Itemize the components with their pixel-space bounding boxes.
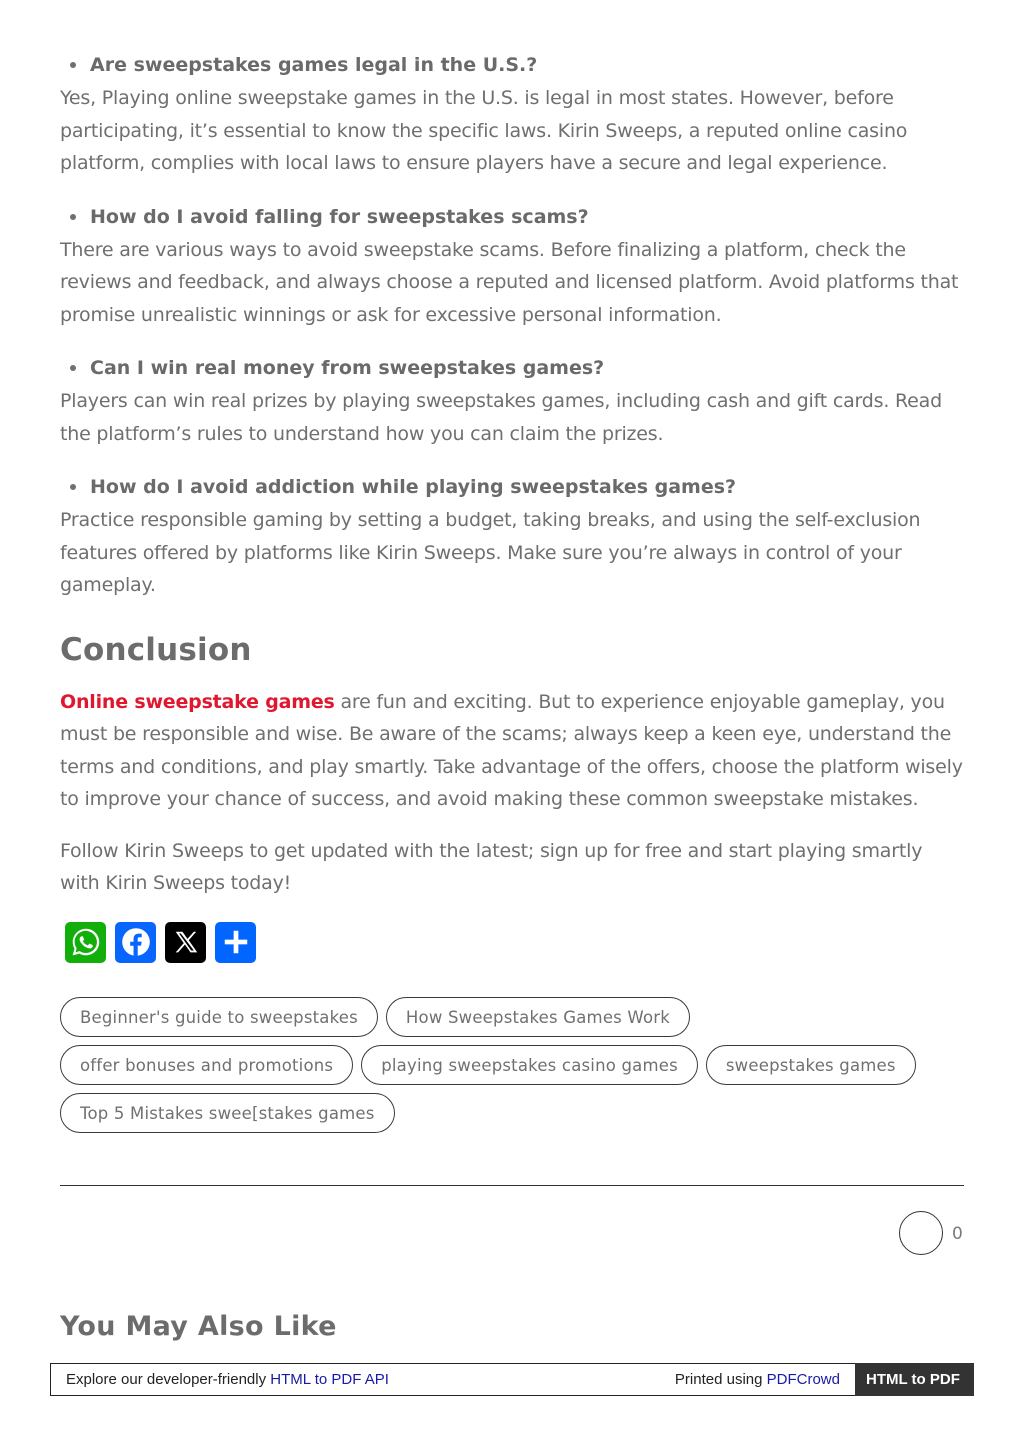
section-divider [60,1185,964,1186]
article-content [60,48,964,963]
tag-link[interactable]: offer bonuses and promotions [60,1045,353,1085]
tag-link[interactable]: Beginner's guide to sweepstakes [60,997,378,1037]
faq-question: Can I win real money from sweepstakes games? [60,351,964,385]
tag-link[interactable]: Top 5 Mistakes swee[stakes games [60,1093,395,1133]
bullet-icon [70,214,76,220]
share-button[interactable] [215,922,256,963]
whatsapp-share-button[interactable] [65,922,106,963]
faq-question: How do I avoid addiction while playing sweepstakes games? [60,470,964,504]
share-icon [221,927,251,957]
faq-answer: There are various ways to avoid sweepstake scams. Before finalizing a platform, check the reviews and feedback, and always choose a reputed and licensed platform. Avoid platforms that promise unrealistic winnings or ask for excessive personal information. [60,238,959,326]
faq-item [60,351,964,450]
faq-item [60,48,964,180]
tag-link[interactable]: playing sweepstakes casino games [361,1045,698,1085]
bullet-icon [70,62,76,68]
you-may-also-like-heading: You May Also Like [60,1311,337,1342]
faq-question: Are sweepstakes games legal in the U.S.? [60,48,964,82]
printed-using-text: Printed using PDFCrowd [674,1371,840,1388]
whatsapp-icon [69,925,103,959]
bullet-icon [70,365,76,371]
faq-answer: Yes, Playing online sweepstake games in the U.S. is legal in most states. However, before participating, it’s essential to know the specific laws. Kirin Sweeps, a reputed online casino platform, complies with local laws to ensure players have a secure and legal experience. [60,87,908,174]
conclusion-heading: Conclusion [60,631,252,668]
tag-link[interactable]: sweepstakes games [706,1045,916,1085]
online-sweepstake-games-link[interactable]: Online sweepstake games [60,690,335,713]
pdfcrowd-link[interactable]: PDFCrowd [766,1371,840,1388]
tag-list [60,997,964,1133]
tag-link[interactable]: How Sweepstakes Games Work [386,997,690,1037]
faq-question: How do I avoid falling for sweepstakes scams? [60,200,964,234]
comment-count: 0 [952,1224,963,1244]
facebook-share-button[interactable] [115,922,156,963]
conclusion-paragraph: Online sweepstake games are fun and exciting. But to experience enjoyable gameplay, you must be responsible and wise. Be aware of the scams; always keep a keen eye, understand the terms and conditions, and play smartly. Take advantage of the offers, choose the platform wisely to improve your chance of success, and avoid making these common sweepstake mistakes. [60,690,963,810]
html-to-pdf-button[interactable]: HTML to PDF [855,1363,974,1396]
faq-answer: Practice responsible gaming by setting a budget, taking breaks, and using the self-exclusion features offered by platforms like Kirin Sweeps. Make sure you’re always in control of your gameplay. [60,509,921,596]
explore-text: Explore our developer-friendly HTML to PDF API [66,1371,389,1388]
html-to-pdf-api-link[interactable]: HTML to PDF API [270,1371,389,1388]
facebook-icon [119,925,153,959]
x-icon [171,927,201,957]
faq-answer: Players can win real prizes by playing sweepstakes games, including cash and gift cards. Read the platform’s rules to understand how you can claim the prizes. [60,390,942,445]
x-share-button[interactable] [165,922,206,963]
faq-item [60,200,964,332]
follow-paragraph: Follow Kirin Sweeps to get updated with the latest; sign up for free and start playing smartly with Kirin Sweeps today! [60,839,923,894]
share-buttons [60,922,964,963]
comment-icon[interactable] [899,1211,943,1255]
faq-item [60,470,964,602]
pdfcrowd-footer-bar [50,1363,974,1396]
bullet-icon [70,484,76,490]
